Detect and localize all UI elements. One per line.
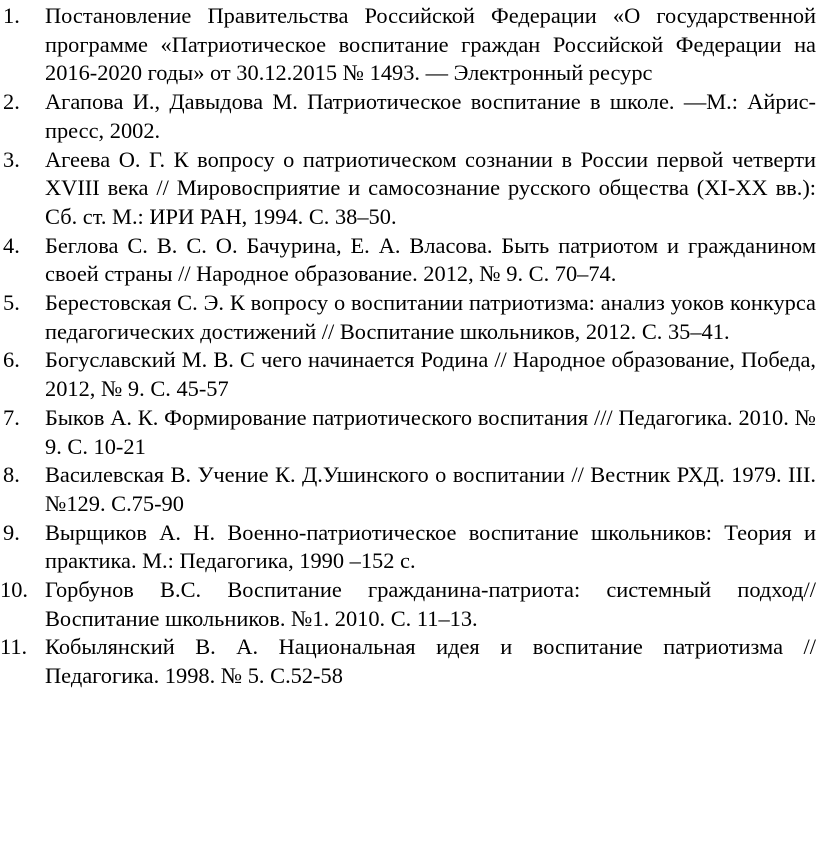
reference-item-10 bbox=[0, 576, 816, 633]
reference-number: 11. bbox=[0, 634, 28, 660]
reference-text: Василевская В. Учение К. Д.Ушинского о воспитании // Вестник РХД. 1979. III. №129. С.75-90 bbox=[45, 462, 816, 516]
reference-text: Беглова С. В. С. О. Бачурина, Е. А. Власова. Быть патриотом и гражданином своей страны // Народное образование. 2012, № 9. С. 70–74. bbox=[45, 232, 816, 287]
reference-text: Быков А. К. Формирование патриотического воспитания /// Педагогика. 2010. № 9. С. 10-21 bbox=[45, 404, 816, 459]
reference-list bbox=[0, 2, 816, 691]
reference-number: 7. bbox=[3, 404, 20, 430]
reference-item-11 bbox=[0, 633, 816, 690]
reference-text: Кобылянский В. А. Национальная идея и воспитание патриотизма // Педагогика. 1998. № 5. С.52-58 bbox=[45, 634, 816, 689]
reference-item-6 bbox=[0, 346, 816, 403]
reference-item-7 bbox=[0, 404, 816, 461]
reference-text: Вырщиков А. Н. Военно-патриотическое воспитание школьников: Теория и практика. М.: Педагогика, 1990 –152 с. bbox=[45, 519, 816, 574]
reference-number: 8. bbox=[3, 462, 20, 488]
reference-item-2 bbox=[0, 88, 816, 145]
reference-number: 6. bbox=[3, 347, 20, 373]
reference-number: 2. bbox=[3, 89, 20, 115]
reference-text: Горбунов В.С. Воспитание гражданина-патриота: системный подход//Воспитание школьников. №1. 2010. С. 11–13. bbox=[45, 577, 816, 631]
reference-text: Постановление Правительства Российской Федерации «О государственной программе «Патриотическое воспитание граждан Российской Федерации на 2016-2020 годы» от 30.12.2015 № 1493. — Электронный ресурс bbox=[45, 3, 816, 86]
reference-text: Берестовская С. Э. К вопросу о воспитании патриотизма: анализ уоков конкурса педагогических достижений // Воспитание школьников, 2012. С. 35–41. bbox=[45, 290, 816, 344]
reference-item-3 bbox=[0, 146, 816, 232]
reference-item-9 bbox=[0, 519, 816, 576]
reference-item-1 bbox=[0, 2, 816, 88]
reference-text: Агапова И., Давыдова М. Патриотическое воспитание в школе. —М.: Айрис-пресс, 2002. bbox=[45, 89, 816, 143]
reference-number: 4. bbox=[3, 232, 20, 258]
reference-number: 1. bbox=[3, 3, 20, 28]
reference-number: 10. bbox=[0, 577, 28, 603]
reference-number: 3. bbox=[3, 146, 20, 172]
reference-number: 9. bbox=[3, 519, 20, 545]
reference-number: 5. bbox=[3, 290, 20, 316]
reference-item-4 bbox=[0, 232, 816, 289]
reference-text: Агеева О. Г. К вопросу о патриотическом сознании в России первой четверти XVIII века // Мировосприятие и самосознание русского общества (XI-XX вв.): Сб. ст. М.: ИРИ РАН, 1994. С. 38–50. bbox=[45, 146, 816, 229]
reference-text: Богуславский М. В. С чего начинается Родина // Народное образование, Победа, 2012, № 9. С. 45-57 bbox=[45, 347, 816, 402]
reference-item-8 bbox=[0, 461, 816, 518]
reference-item-5 bbox=[0, 289, 816, 346]
